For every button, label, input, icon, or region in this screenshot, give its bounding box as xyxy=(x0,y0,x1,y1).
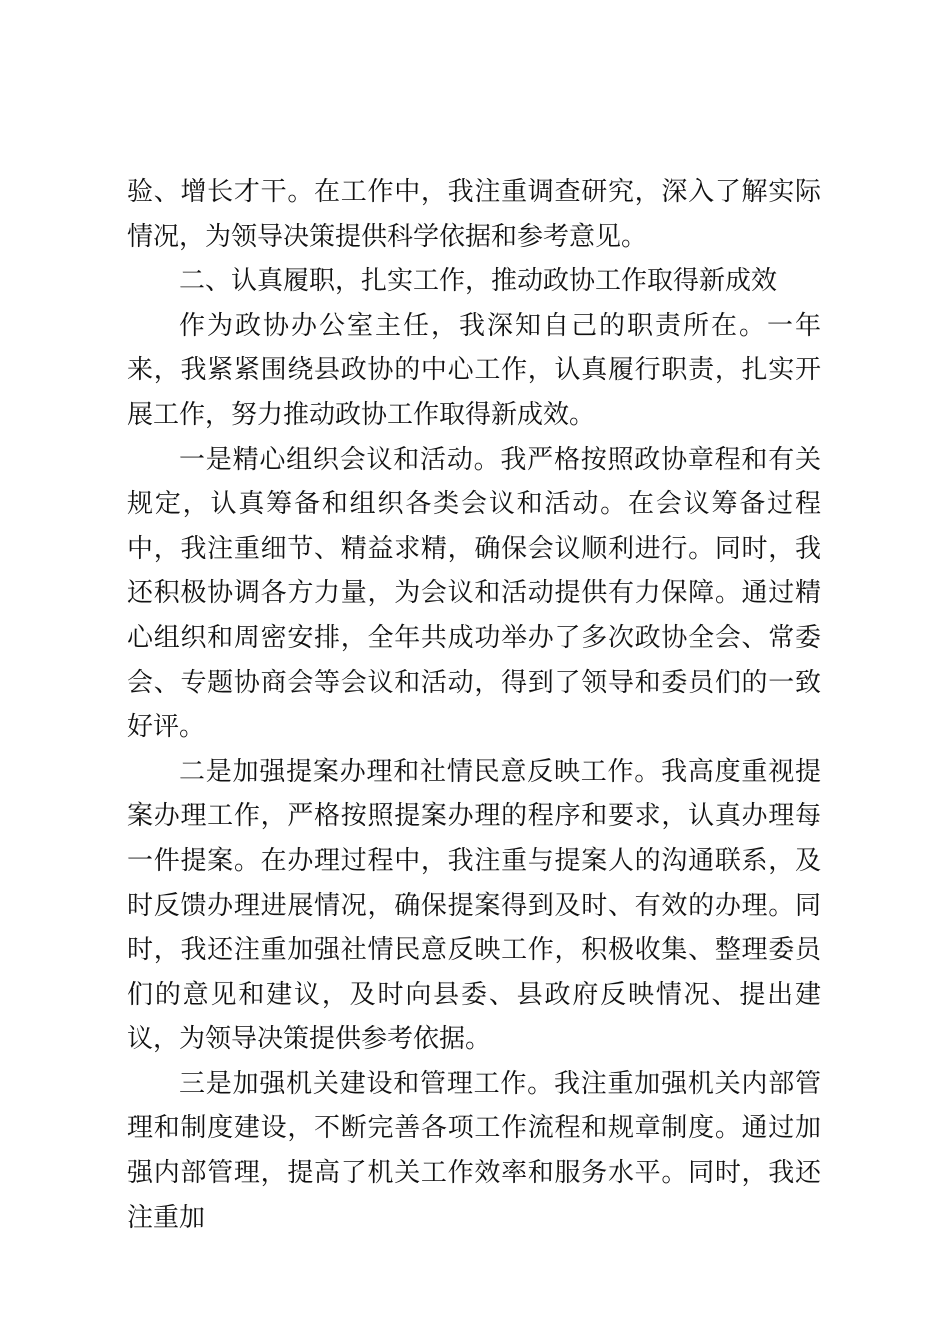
paragraph-management: 三是加强机关建设和管理工作。我注重加强机关内部管理和制度建设，不断完善各项工作流程和规章制度。通过加强内部管理，提高了机关工作效率和服务水平。同时，我还注重加 xyxy=(127,1068,821,1233)
section-heading: 二、认真履职，扎实工作，推动政协工作取得新成效 xyxy=(179,266,778,297)
paragraph-intro: 作为政协办公室主任，我深知自己的职责所在。一年来，我紧紧围绕县政协的中心工作，认真履行职责，扎实开展工作，努力推动政协工作取得新成效。 xyxy=(127,310,821,430)
paragraph-continuation: 验、增长才干。在工作中，我注重调查研究，深入了解实际情况，为领导决策提供科学依据和参考意见。 xyxy=(127,177,821,252)
paragraph-proposals: 二是加强提案办理和社情民意反映工作。我高度重视提案办理工作，严格按照提案办理的程序和要求，认真办理每一件提案。在办理过程中，我注重与提案人的沟通联系，及时反馈办理进展情况，确保提案得到及时、有效的办理。同时，我还注重加强社情民意反映工作，积极收集、整理委员们的意见和建议，及时向县委、县政府反映情况、提出建议，为领导决策提供参考依据。 xyxy=(127,756,821,1055)
document-body xyxy=(127,170,821,1240)
paragraph-meetings: 一是精心组织会议和活动。我严格按照政协章程和有关规定，认真筹备和组织各类会议和活动。在会议筹备过程中，我注重细节、精益求精，确保会议顺利进行。同时，我还积极协调各方力量，为会议和活动提供有力保障。通过精心组织和周密安排，全年共成功举办了多次政协全会、常委会、专题协商会等会议和活动，得到了领导和委员们的一致好评。 xyxy=(127,444,821,743)
